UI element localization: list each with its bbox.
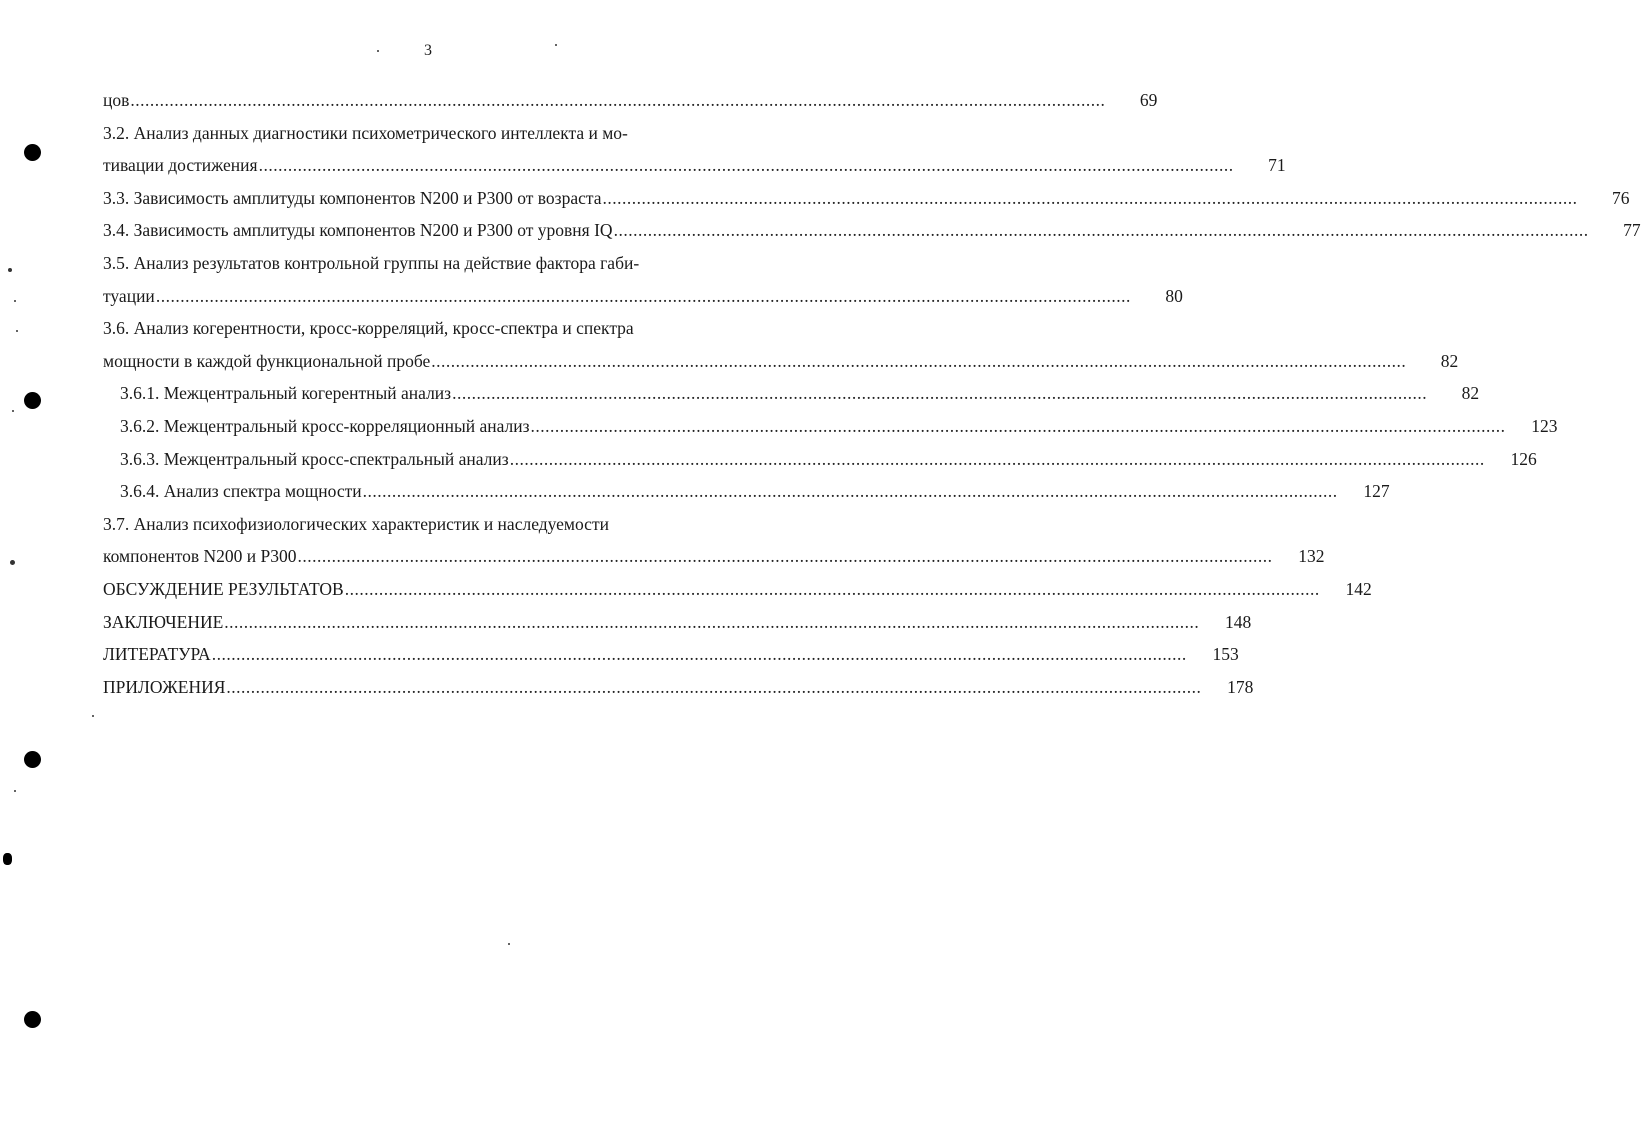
toc-entry-title: 3.6.3. Межцентральный кросс-спектральный анализ (120, 448, 509, 469)
dot-leader: ........................................................................................................................................................................................................ (258, 155, 1234, 176)
toc-entry-page: 126 (1510, 448, 1537, 469)
toc-entry (103, 475, 1390, 508)
toc-entry-page: 178 (1227, 676, 1254, 697)
dot-leader: ........................................................................................................................................................................................................ (344, 578, 1320, 599)
toc-entry-page: 127 (1363, 481, 1390, 502)
toc-entry-title: 3.6.1. Межцентральный когерентный анализ (120, 383, 452, 404)
toc-entry-page: 82 (1461, 383, 1480, 404)
toc-entry-page: 71 (1268, 155, 1286, 176)
toc-entry-title: мощности в каждой функциональной пробе (103, 350, 431, 371)
toc-entry (103, 345, 1459, 378)
toc-entry (103, 247, 748, 280)
dot-leader: ........................................................................................................................................................................................................ (224, 611, 1200, 632)
toc-entry (103, 312, 748, 345)
dot-leader: ........................................................................................................................................................................................................ (602, 187, 1578, 208)
dot-leader: ........................................................................................................................................................................................................ (613, 220, 1589, 241)
toc-entry-page: 132 (1298, 546, 1325, 567)
dot-leader: ........................................................................................................................................................................................................ (211, 644, 1187, 665)
toc-entry-page: 123 (1531, 415, 1558, 436)
toc-entry-title: 3.3. Зависимость амплитуды компонентов N200 и P300 от возраста (103, 187, 602, 208)
toc-entry (103, 508, 748, 541)
toc-entry-title: ПРИЛОЖЕНИЯ (103, 676, 226, 697)
toc-entry-page: 153 (1212, 644, 1239, 665)
dot-leader: ........................................................................................................................................................................................................ (452, 383, 1428, 404)
scan-speck (14, 790, 16, 792)
punch-hole (24, 751, 41, 768)
toc-entry-title: туации (103, 285, 155, 306)
toc-entry-title: 3.6.2. Межцентральный кросс-корреляционный анализ (120, 415, 530, 436)
toc-entry (103, 443, 1537, 476)
toc-entry-title: 3.4. Зависимость амплитуды компонентов N200 и P300 от уровня IQ (103, 220, 613, 241)
toc-entry-title: 3.7. Анализ психофизиологических характеристик и наследуемости (103, 513, 609, 534)
dot-leader: ........................................................................................................................................................................................................ (226, 676, 1202, 697)
toc-entry-title: 3.6.4. Анализ спектра мощности (120, 481, 362, 502)
toc-entry (103, 671, 1254, 704)
toc-entry-page: 69 (1139, 90, 1158, 110)
scan-speck (12, 410, 14, 412)
toc-entry (103, 280, 1183, 313)
toc-entry-title: ОБСУЖДЕНИЕ РЕЗУЛЬТАТОВ (103, 578, 344, 599)
dot-leader: ........................................................................................................................................................................................................ (155, 285, 1131, 306)
toc-entry-page: 82 (1440, 350, 1459, 371)
dot-leader: ........................................................................................................................................................................................................ (297, 546, 1273, 567)
punch-hole (3, 853, 12, 865)
toc-entry-title: 3.2. Анализ данных диагностики психометрического интеллекта и мо- (103, 122, 628, 143)
scan-speck (555, 44, 557, 46)
toc-entry-title: ЛИТЕРАТУРА (103, 644, 211, 665)
dot-leader: ........................................................................................................................................................................................................ (130, 90, 1106, 110)
dot-leader: ........................................................................................................................................................................................................ (362, 481, 1338, 502)
page-number: 3 (424, 42, 432, 59)
dot-leader: ........................................................................................................................................................................................................ (530, 415, 1506, 436)
toc-entry (103, 182, 1630, 215)
toc-entry-page: 142 (1345, 578, 1372, 599)
toc-entry-page: 77 (1623, 220, 1641, 241)
toc-entry-title: 3.6. Анализ когерентности, кросс-корреляций, кросс-спектра и спектра (103, 318, 634, 339)
toc-entry (103, 606, 1252, 639)
toc-entry (103, 214, 1641, 247)
toc-entry-page: 80 (1165, 285, 1183, 306)
toc-entry (103, 540, 1325, 573)
scan-speck (92, 715, 94, 717)
dot-leader: ........................................................................................................................................................................................................ (431, 350, 1407, 371)
scan-speck (10, 560, 15, 565)
toc-entry-title: ЗАКЛЮЧЕНИЕ (103, 611, 224, 632)
toc-entry-title: компонентов N200 и P300 (103, 546, 297, 567)
toc-entry (103, 638, 1239, 671)
scan-speck (8, 268, 12, 272)
scan-speck (16, 330, 18, 332)
table-of-contents (103, 84, 1641, 703)
toc-entry (103, 84, 1158, 117)
toc-entry-title: цов (103, 90, 130, 110)
toc-entry (103, 377, 1480, 410)
toc-entry (103, 573, 1372, 606)
toc-entry (103, 149, 1286, 182)
toc-entry (103, 410, 1558, 443)
dot-leader: ........................................................................................................................................................................................................ (509, 448, 1485, 469)
scan-speck (14, 300, 16, 302)
punch-hole (24, 1011, 41, 1028)
toc-entry-page: 76 (1612, 187, 1630, 208)
punch-hole (24, 144, 41, 161)
toc-entry-title: 3.5. Анализ результатов контрольной группы на действие фактора габи- (103, 252, 640, 273)
toc-entry-title: тивации достижения (103, 155, 258, 176)
scan-speck (508, 943, 510, 945)
punch-hole (24, 392, 41, 409)
toc-entry (103, 117, 748, 150)
scan-speck (377, 50, 379, 52)
toc-entry-page: 148 (1225, 611, 1252, 632)
